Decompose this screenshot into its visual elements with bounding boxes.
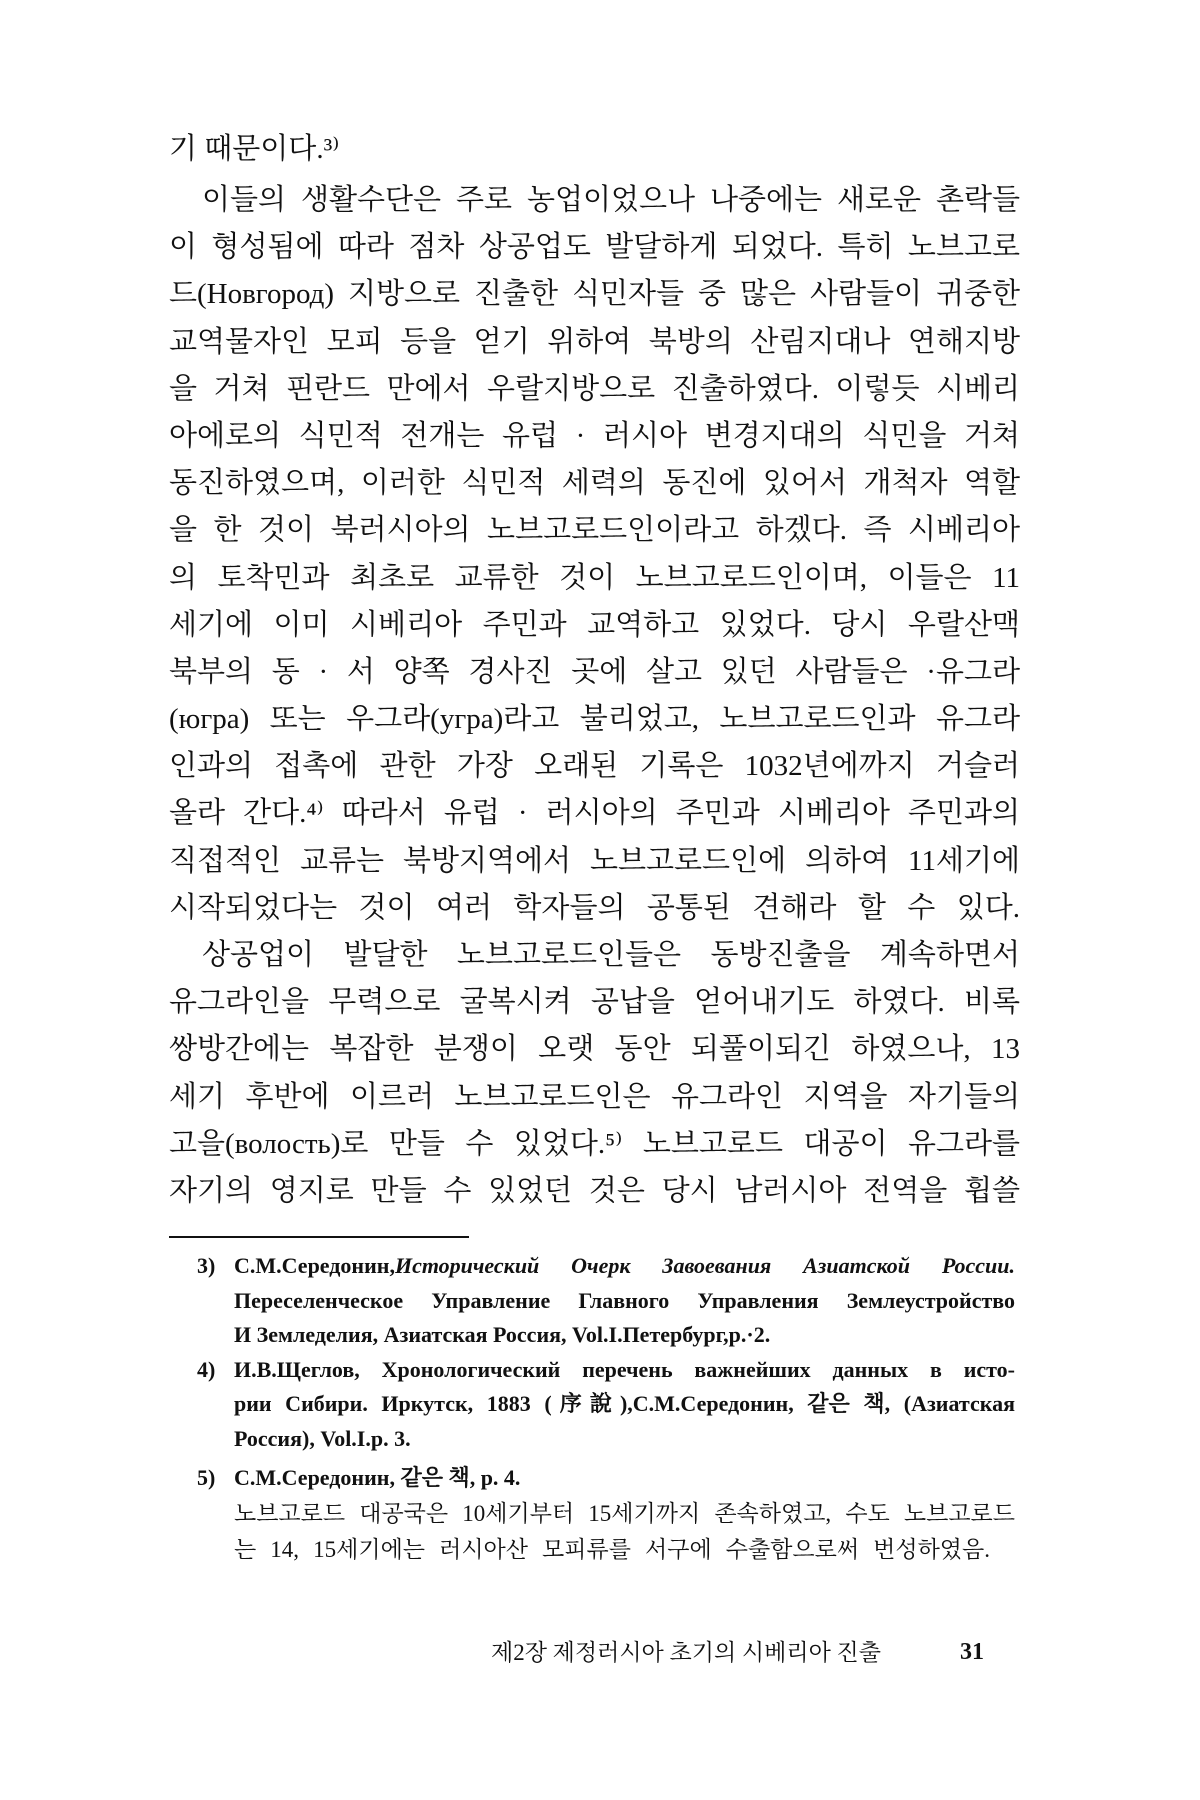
footnote-line: Переселенческое Управление Главного Управления Землеустройство — [234, 1287, 1015, 1313]
page-number: 31 — [960, 1639, 984, 1665]
body-line: 세기에 이미 시베리아 주민과 교역하고 있었다. 당시 우랄산맥 — [169, 608, 1020, 641]
body-line: 을 거쳐 핀란드 만에서 우랄지방으로 진출하였다. 이렇듯 시베리 — [169, 372, 1020, 405]
body-line: 북부의 동 · 서 양쪽 경사진 곳에 살고 있던 사람들은 ·유그라 — [169, 655, 1020, 688]
body-line: 인과의 접촉에 관한 가장 오래된 기록은 1032년에까지 거슬러 — [169, 750, 1020, 783]
body-line: 드(Новгород) 지방으로 진출한 식민자들 중 많은 사람들이 귀중한 — [169, 278, 1020, 311]
footnote-line: С.М.Середонин, 같은 책, p. 4. — [234, 1465, 521, 1490]
body-line: 기 때문이다.³⁾ — [169, 133, 340, 165]
body-line: (югра) 또는 우그라(угра)라고 불리었고, 노브고로드인과 유그라 — [169, 703, 1020, 736]
body-line: 시작되었다는 것이 여러 학자들의 공통된 견해라 할 수 있다. — [169, 891, 1020, 924]
body-line: 교역물자인 모피 등을 얻기 위하여 북방의 산림지대나 연해지방 — [169, 325, 1020, 358]
body-line: 이 형성됨에 따라 점차 상공업도 발달하게 되었다. 특히 노브고로 — [169, 231, 1020, 264]
body-line: 세기 후반에 이르러 노브고로드인은 유그라인 지역을 자기들의 — [169, 1080, 1020, 1113]
body-line: 유그라인을 무력으로 굴복시켜 공납을 얻어내기도 하였다. 비록 — [169, 986, 1020, 1019]
footnote-number: 5) — [197, 1465, 216, 1490]
footnote-line: рии Сибири. Иркутск, 1883 (序說),С.М.Середонин, 같은 책, (Азиатская — [234, 1391, 1015, 1416]
footnote-line: Россия), Vol.I.p. 3. — [234, 1425, 411, 1451]
footnote-author: С.М.Середонин, — [234, 1253, 395, 1278]
body-line: 의 토착민과 최초로 교류한 것이 노브고로드인이며, 이들은 11 — [169, 561, 1020, 594]
body-line: 을 한 것이 북러시아의 노브고로드인이라고 하겠다. 즉 시베리아 — [169, 514, 1020, 547]
paragraph-first-line: 상공업이 발달한 노브고로드인들은 동방진출을 계속하면서 — [202, 939, 1020, 971]
footnote-4 — [197, 1353, 1015, 1457]
body-line: 자기의 영지로 만들 수 있었던 것은 당시 남러시아 전역을 휩쓸 — [169, 1174, 1020, 1207]
footnote-line: 노브고로드 대공국은 10세기부터 15세기까지 존속하였고, 수도 노브고로드 — [234, 1501, 1015, 1526]
footnote-number: 3) — [197, 1253, 216, 1278]
footnote-rule — [169, 1236, 469, 1238]
body-text — [169, 126, 1020, 1215]
footnote-line: И Земледелия, Азиатская Россия, Vol.I.Петербург,p.·2. — [234, 1322, 771, 1347]
footnote-3 — [197, 1249, 1015, 1353]
footnote-line: И.В.Щеглов, Хронологический перечень важнейших данных в исто- — [234, 1356, 1015, 1382]
footnote-number: 4) — [197, 1356, 216, 1382]
running-head: 제2장 제정러시아 초기의 시베리아 진출 — [491, 1640, 881, 1665]
body-line: 아에로의 식민적 전개는 유럽 · 러시아 변경지대의 식민을 거쳐 — [169, 419, 1020, 452]
paragraph-first-line: 이들의 생활수단은 주로 농업이었으나 나중에는 새로운 촌락들 — [202, 184, 1020, 216]
footnote-title: Исторический Очерк Завоевания Азиатской России. — [394, 1253, 1015, 1278]
body-line: 고을(волость)로 만들 수 있었다.⁵⁾ 노브고로드 대공이 유그라를 — [169, 1127, 1020, 1160]
footnote-line — [234, 1249, 1015, 1284]
footnote-line: 는 14, 15세기에는 러시아산 모피류를 서구에 수출함으로써 번성하였음. — [234, 1537, 990, 1562]
footnote-5 — [197, 1460, 1015, 1568]
body-line: 동진하였으며, 이러한 식민적 세력의 동진에 있어서 개척자 역할 — [169, 467, 1020, 500]
footnotes — [197, 1249, 1015, 1568]
body-line: 직접적인 교류는 북방지역에서 노브고로드인에 의하여 11세기에 — [169, 844, 1020, 877]
body-line: 올라 간다.⁴⁾ 따라서 유럽 · 러시아의 주민과 시베리아 주민과의 — [169, 797, 1020, 830]
body-line: 쌍방간에는 복잡한 분쟁이 오랫 동안 되풀이되긴 하였으나, 13 — [169, 1033, 1020, 1066]
